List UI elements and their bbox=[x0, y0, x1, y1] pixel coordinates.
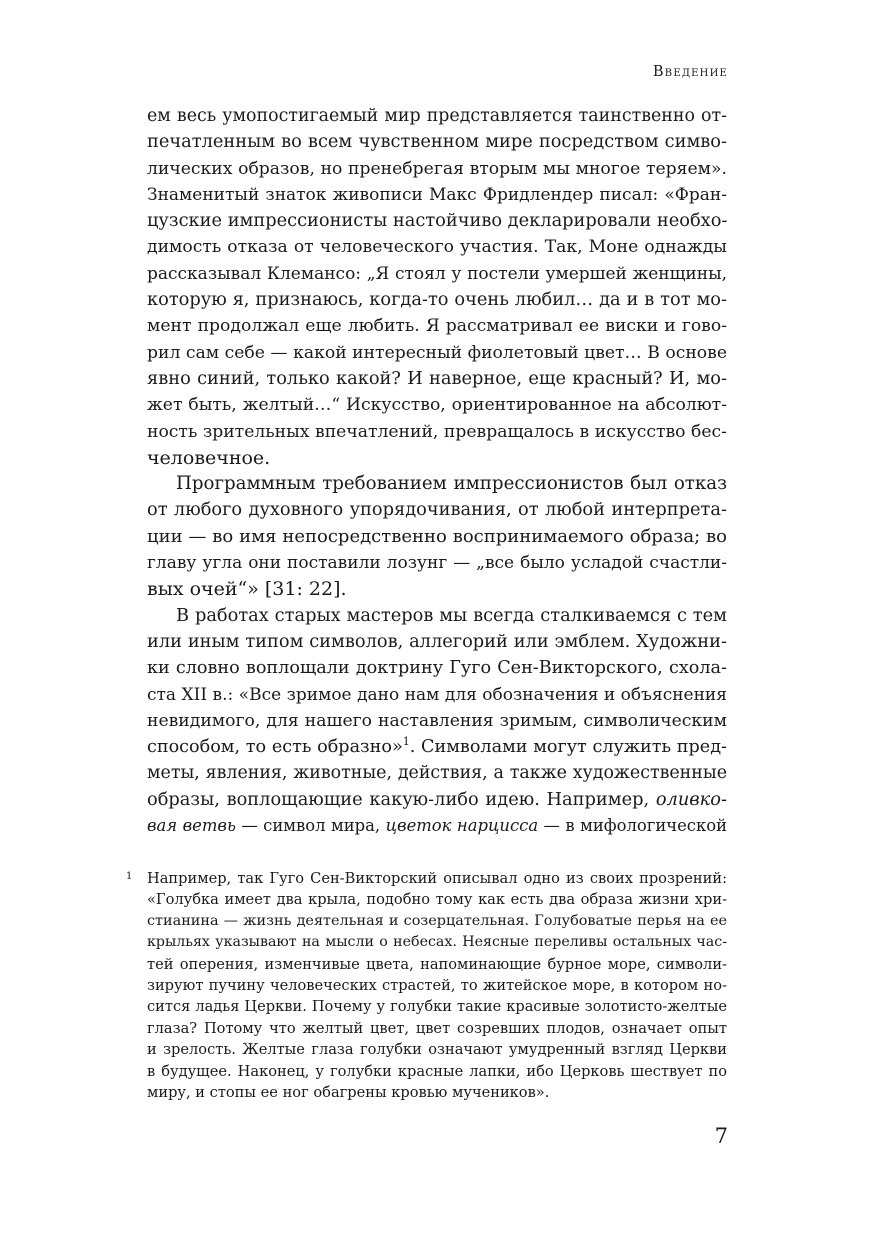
footnote-line: стианина — жизнь деятельная и созерцательная. Голубоватые перья на ее bbox=[147, 912, 727, 929]
footnote-mark: 1 bbox=[126, 871, 133, 882]
text-line: ем весь умопостигаемый мир представляется таинственно от- bbox=[147, 106, 727, 126]
footnote-line: сится ладья Церкви. Почему у голубки такие красивые золотисто-желтые bbox=[147, 998, 727, 1016]
text-segment: образы, воплощающие какую-либо идею. Например, bbox=[147, 788, 656, 810]
text-segment: . Символами могут служить пред- bbox=[409, 737, 727, 758]
footnote-line: в будущее. Наконец, у голубки красные лапки, ибо Церковь шествует по bbox=[147, 1062, 727, 1080]
footnote-reference[interactable]: 1 bbox=[402, 735, 410, 749]
text-line: Знаменитый знаток живописи Макс Фридлендер писал: «Фран- bbox=[147, 184, 727, 205]
footnote-1 bbox=[147, 868, 727, 1103]
text-line: лических образов, но пренебрегая вторым мы многое теряем». bbox=[147, 158, 727, 179]
text-segment: — символ мира, bbox=[235, 816, 386, 836]
text-line: Программным требованием импрессионистов был отказ bbox=[176, 473, 727, 495]
footnote-line: и зрелость. Желтые глаза голубки означают умудренный взгляд Церкви bbox=[147, 1041, 727, 1059]
text-segment: способом, то есть образно» bbox=[147, 737, 403, 758]
footnote-line: Например, так Гуго Сен-Викторский описывал одно из своих прозрений: bbox=[147, 870, 727, 887]
footnotes bbox=[126, 868, 727, 1103]
text-line: вых очей“» [31: 22]. bbox=[147, 578, 347, 601]
text-segment: — в мифологической bbox=[538, 816, 727, 836]
text-line: от любого духовного упорядочивания, от любой интерпрета- bbox=[147, 499, 727, 521]
footnote-line: миру, и стопы ее ног обагрены кровью мучеников». bbox=[147, 1084, 550, 1102]
text-line: которую я, признаюсь, когда-то очень любил… да и в тот мо- bbox=[147, 289, 727, 311]
italic-term: вая ветвь bbox=[147, 816, 236, 836]
text-line: ки словно воплощали доктрину Гуго Сен-Викторского, схола- bbox=[147, 658, 727, 679]
text-line: или иным типом символов, аллегорий или эмблем. Художни- bbox=[147, 630, 727, 652]
text-line: ста XII в.: «Все зримое дано нам для обозначения и объяснения bbox=[147, 684, 727, 705]
footnote-line: тей оперения, изменчивые цвета, напоминающие бурное море, символи- bbox=[147, 955, 727, 973]
running-head: Введение bbox=[652, 64, 728, 80]
text-line: мент продолжал еще любить. Я рассматривал ее виски и гово- bbox=[147, 316, 727, 337]
footnote-line: «Голубка имеет два крыла, подобно тому как есть два образа жизни хри- bbox=[147, 891, 727, 909]
text-line: В работах старых мастеров мы всегда сталкиваемся с тем bbox=[176, 604, 727, 626]
page-number: 7 bbox=[714, 1124, 728, 1148]
italic-term: цветок нарцисса bbox=[385, 816, 539, 836]
text-line: рассказывал Клемансо: „Я стоял у постели умершей женщины, bbox=[147, 263, 727, 284]
text-line bbox=[147, 813, 727, 839]
paragraph-3 bbox=[147, 603, 727, 840]
text-line: рил сам себе — какой интересный фиолетовый цвет… В основе bbox=[147, 342, 727, 363]
footnote-line: крыльях указывают на мысли о небесах. Неясные переливы остальных час- bbox=[147, 934, 727, 951]
main-text bbox=[147, 103, 727, 839]
text-line bbox=[147, 734, 727, 760]
italic-term: оливко- bbox=[655, 788, 727, 810]
text-line bbox=[147, 787, 727, 813]
paragraph-1 bbox=[147, 103, 727, 471]
text-line: невидимого, для нашего наставления зримым, символическим bbox=[147, 710, 727, 731]
text-line: димость отказа от человеческого участия. Так, Моне однажды bbox=[147, 237, 727, 258]
text-line: ность зрительных впечатлений, превращалось в искусство бес- bbox=[147, 421, 727, 442]
paragraph-2 bbox=[147, 471, 727, 602]
text-line: явно синий, только какой? И наверное, еще красный? И, мо- bbox=[147, 367, 727, 389]
text-line: человечное. bbox=[147, 446, 271, 469]
text-line: ции — во имя непосредственно воспринимаемого образа; во bbox=[147, 525, 727, 547]
text-line: жет быть, желтый…“ Искусство, ориентированное на абсолют- bbox=[147, 395, 727, 416]
text-line: главу угла они поставили лозунг — „все было усладой счастли- bbox=[147, 553, 727, 574]
footnote-line: зируют пучину человеческих страстей, то житейское море, в котором но- bbox=[147, 977, 727, 995]
text-line: печатленным во всем чувственном мире посредством симво- bbox=[147, 131, 727, 153]
footnote-line: глаза? Потому что желтый цвет, цвет созревших плодов, означает опыт bbox=[147, 1019, 727, 1037]
text-line: меты, явления, животные, действия, а также художественные bbox=[147, 763, 727, 784]
text-line: цузские импрессионисты настойчиво декларировали необхо- bbox=[147, 210, 728, 232]
